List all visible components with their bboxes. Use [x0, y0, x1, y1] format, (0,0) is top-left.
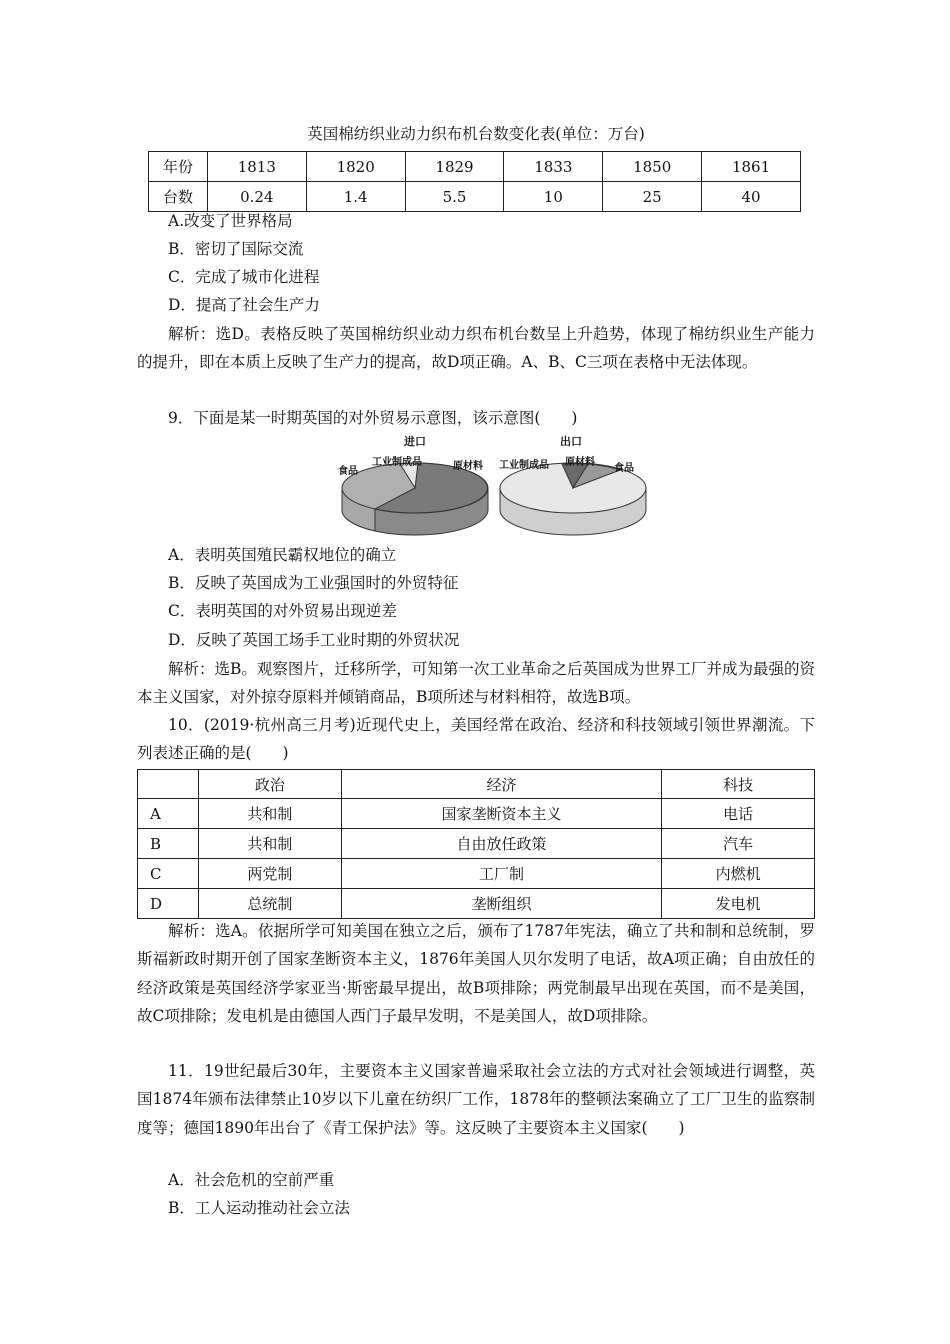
import-label-manufactures: 工业制成品 [372, 457, 422, 468]
table-cell: 25 [603, 182, 702, 212]
table-row [138, 799, 815, 829]
table-cell [138, 770, 199, 799]
loom-count-table [148, 151, 801, 212]
q10-stem: 10．(2019·杭州高三月考)近现代史上，美国经常在政治、经济和科技领域引领世界潮流。下列表述正确的是( ) [137, 716, 815, 763]
table-cell: 政治 [198, 770, 341, 799]
table-cell: B [138, 829, 199, 859]
table-row [138, 889, 815, 919]
import-label-raw-materials: 原材料 [453, 461, 483, 472]
table-cell: 经济 [341, 770, 661, 799]
table-cell: 1861 [702, 152, 801, 182]
table-row [149, 152, 801, 182]
table-cell: 汽车 [662, 829, 815, 859]
export-label-manufactures: 工业制成品 [499, 460, 549, 471]
table-cell: 1813 [207, 152, 306, 182]
table1-caption: 英国棉纺织业动力织布机台数变化表(单位：万台) [307, 125, 645, 143]
q8-option-a: A.改变了世界格局 [168, 212, 293, 230]
table-cell: 1820 [306, 152, 405, 182]
import-chart-title: 进口 [404, 435, 426, 448]
table-cell: 1.4 [306, 182, 405, 212]
table-cell: 总统制 [198, 889, 341, 919]
q8-option-c: C．完成了城市化进程 [168, 268, 320, 286]
table-cell: 垄断组织 [341, 889, 661, 919]
table-row [138, 770, 815, 799]
table-cell: 共和制 [198, 799, 341, 829]
table-cell: 共和制 [198, 829, 341, 859]
q11-option-b: B．工人运动推动社会立法 [168, 1199, 350, 1217]
q8-option-d: D．提高了社会生产力 [168, 296, 320, 314]
q9-analysis: 解析：选B。观察图片，迁移所学，可知第一次工业革命之后英国成为世界工厂并成为最强的资本主义国家，对外掠夺原料并倾销商品，B项所述与材料相符，故选B项。 [137, 660, 815, 707]
q9-option-c: C．表明英国的对外贸易出现逆差 [168, 602, 397, 620]
import-label-food: 食品 [338, 466, 358, 477]
export-label-raw-materials: 原材料 [565, 457, 595, 468]
q11-option-a: A．社会危机的空前严重 [168, 1171, 335, 1189]
table-cell: 0.24 [207, 182, 306, 212]
table-cell: 台数 [149, 182, 208, 212]
table-cell: 电话 [662, 799, 815, 829]
q9-option-d: D．反映了英国工场手工业时期的外贸状况 [168, 631, 460, 649]
trade-pie-charts [330, 428, 650, 544]
table-cell: 1833 [504, 152, 603, 182]
table-row [138, 859, 815, 889]
table-cell: 年份 [149, 152, 208, 182]
table-cell: A [138, 799, 199, 829]
table-cell: 工厂制 [341, 859, 661, 889]
import-pie [342, 463, 488, 535]
table-cell: 自由放任政策 [341, 829, 661, 859]
table-cell: 1850 [603, 152, 702, 182]
table-cell: 两党制 [198, 859, 341, 889]
q8-analysis: 解析：选D。表格反映了英国棉纺织业动力织布机台数呈上升趋势，体现了棉纺织业生产能力的提升，即在本质上反映了生产力的提高，故D项正确。A、B、C三项在表格中无法体现。 [137, 325, 815, 372]
export-chart-title: 出口 [560, 435, 582, 448]
q8-option-b: B．密切了国际交流 [168, 240, 304, 258]
table-cell: 科技 [662, 770, 815, 799]
table-cell: 内燃机 [662, 859, 815, 889]
q11-stem: 11．19世纪最后30年，主要资本主义国家普遍采取社会立法的方式对社会领域进行调整，英国1874年颁布法律禁止10岁以下儿童在纺织厂工作，1878年的整顿法案确立了工厂卫生的监察制度等；德国1890年出台了《青工保护法》等。这反映了主要资本主义国家( ) [137, 1062, 815, 1137]
export-label-food: 食品 [614, 463, 634, 474]
table-cell: 1829 [405, 152, 504, 182]
q9-stem: 9．下面是某一时期英国的对外贸易示意图，该示意图( ) [168, 409, 578, 427]
q10-analysis: 解析：选A。依据所学可知美国在独立之后，颁布了1787年宪法，确立了共和制和总统制，罗斯福新政时期开创了国家垄断资本主义，1876年美国人贝尔发明了电话，故A项正确；自由放任的经济政策是英国经济学家亚当·斯密最早提出，故B项排除；两党制最早出现在英国，而不是美国，故C项排除；发电机是由德国人西门子最早发明，不是美国人，故D项排除。 [137, 922, 815, 1025]
q9-option-b: B．反映了英国成为工业强国时的外贸特征 [168, 574, 459, 592]
table-cell: D [138, 889, 199, 919]
table-cell: 发电机 [662, 889, 815, 919]
table-cell: 5.5 [405, 182, 504, 212]
table-row [138, 829, 815, 859]
table-cell: 40 [702, 182, 801, 212]
q9-option-a: A．表明英国殖民霸权地位的确立 [168, 546, 397, 564]
table-cell: 国家垄断资本主义 [341, 799, 661, 829]
usa-comparison-table [137, 769, 815, 919]
table-cell: C [138, 859, 199, 889]
table-cell: 10 [504, 182, 603, 212]
